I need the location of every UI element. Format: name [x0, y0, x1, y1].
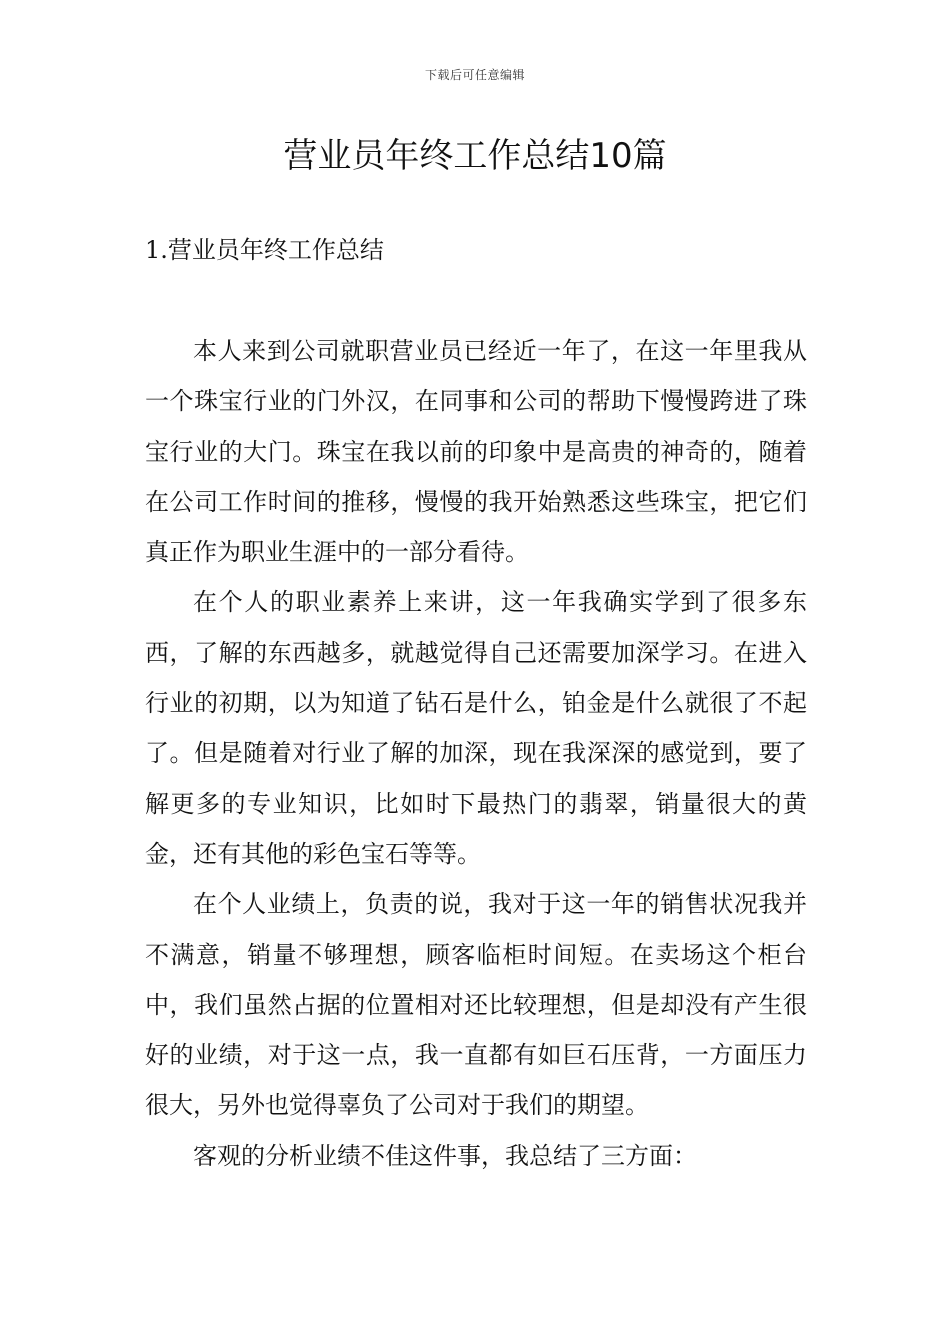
document-title: 营业员年终工作总结10篇 — [283, 136, 667, 176]
paragraph: 本人来到公司就职营业员已经近一年了，在这一年里我从一个珠宝行业的门外汉，在同事和公司的帮助下慢慢跨进了珠宝行业的大门。珠宝在我以前的印象中是高贵的神奇的，随着在公司工作时间的推移，慢慢的我开始熟悉这些珠宝，把它们真正作为职业生涯中的一部分看待。 — [145, 337, 807, 567]
body-text — [145, 326, 807, 1181]
section-heading: 1.营业员年终工作总结 — [145, 236, 384, 264]
paragraph: 在个人的职业素养上来讲，这一年我确实学到了很多东西，了解的东西越多，就越觉得自己还需要加深学习。在进入行业的初期，以为知道了钻石是什么，铂金是什么就很了不起了。但是随着对行业了解的加深，现在我深深的感觉到，要了解更多的专业知识，比如时下最热门的翡翠，销量很大的黄金，还有其他的彩色宝石等等。 — [145, 588, 807, 868]
paragraph: 在个人业绩上，负责的说，我对于这一年的销售状况我并不满意，销量不够理想，顾客临柜时间短。在卖场这个柜台中，我们虽然占据的位置相对还比较理想，但是却没有产生很好的业绩，对于这一点，我一直都有如巨石压背，一方面压力很大，另外也觉得辜负了公司对于我们的期望。 — [145, 890, 807, 1120]
paragraph: 客观的分析业绩不佳这件事，我总结了三方面： — [193, 1141, 697, 1170]
header-note: 下载后可任意编辑 — [424, 68, 525, 82]
